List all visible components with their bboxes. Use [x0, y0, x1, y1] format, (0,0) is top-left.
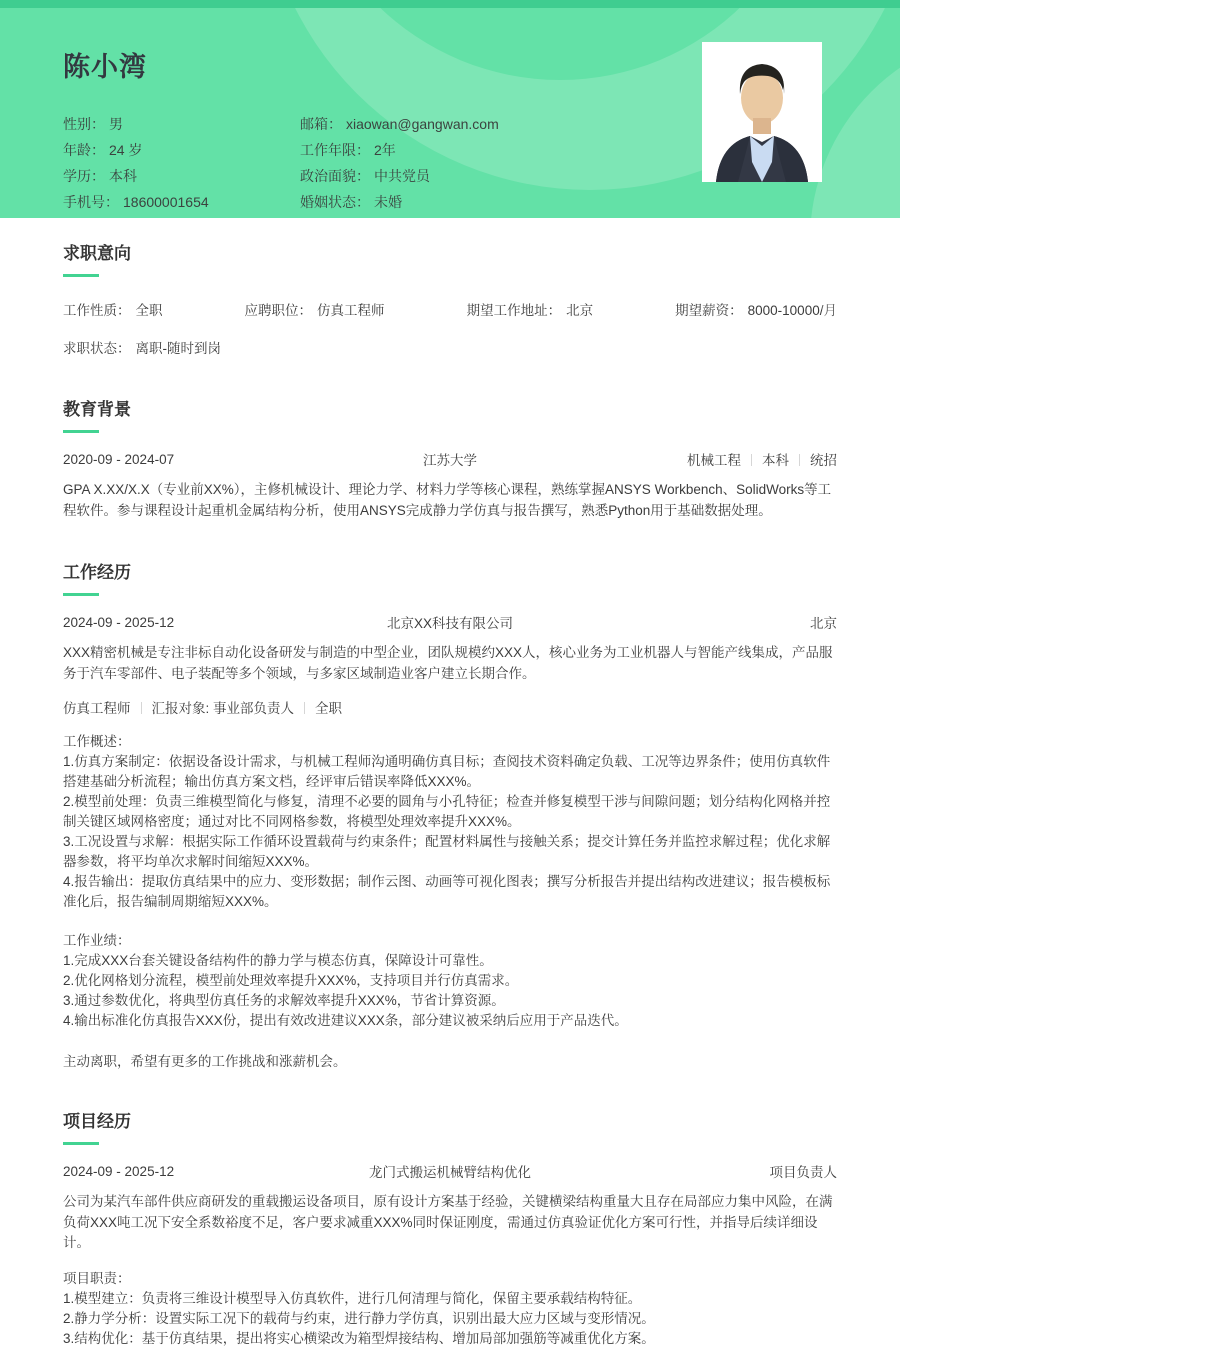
project-duty-label: 项目职责：: [63, 1270, 131, 1286]
education-description: GPA X.XX/X.X（专业前XX%），主修机械设计、理论力学、材料力学等核心课程，熟练掌握ANSYS Workbench、SolidWorks等工程软件。参与课程设计起重机金属结构分析，使用ANSYS完成静力学仿真与报告撰写，熟悉Python用于基础数据处理。: [63, 482, 832, 518]
divider: [304, 702, 305, 714]
education-major: 机械工程: [687, 453, 741, 468]
project-period: 2024-09 - 2025-12: [63, 1163, 175, 1179]
intent-fields-row: [63, 299, 837, 319]
leave-reason: 主动离职，希望有更多的工作挑战和涨薪机会。: [63, 1054, 347, 1069]
section-title-underline: [63, 1142, 99, 1145]
field-value: xiaowan@gangwan.com: [346, 116, 499, 132]
work-achievement-item: 2.优化网格划分流程，模型前处理效率提升XXX%，支持项目并行仿真需求。: [63, 973, 519, 988]
profile-field-gender: [63, 111, 300, 137]
field-label: 期望薪资：: [675, 303, 743, 318]
education-meta: [602, 449, 837, 469]
section-title: 教育背景: [63, 400, 131, 419]
work-overview-group: [63, 732, 837, 912]
field-label: 工作年限：: [300, 142, 370, 158]
section-project-experience: [63, 1111, 837, 1349]
work-summary-row: [63, 612, 837, 632]
section-title-underline: [63, 430, 99, 433]
work-achievement-label: 工作业绩：: [63, 933, 131, 948]
field-value: 本科: [109, 168, 137, 184]
resume-header: [0, 0, 900, 218]
intent-field-salary: [675, 299, 837, 319]
field-value: 2年: [374, 142, 396, 158]
work-location: 北京: [810, 616, 837, 631]
intent-field-status: [63, 341, 221, 356]
field-label: 求职状态：: [63, 341, 131, 356]
field-value: 仿真工程师: [317, 303, 385, 318]
work-overview-item: 2.模型前处理：负责三维模型简化与修复，清理不必要的圆角与小孔特征；检查并修复模型干涉与间隙问题；划分结构化网格并控制关键区域网格密度；通过对比不同网格参数，将模型处理效率提升XXX%。: [63, 794, 831, 829]
divider: [799, 454, 800, 466]
field-value: 24 岁: [109, 142, 143, 158]
section-title-underline: [63, 274, 99, 277]
profile-field-education: [63, 163, 300, 189]
field-label: 手机号：: [63, 194, 119, 210]
field-label: 婚姻状态：: [300, 194, 370, 210]
section-title-underline: [63, 593, 99, 596]
education-degree: 本科: [762, 453, 789, 468]
field-value: 全职: [135, 303, 163, 318]
education-summary-row: [63, 449, 837, 469]
company-intro: XXX精密机械是专注非标自动化设备研发与制造的中型企业，团队规模约XXX人，核心业务为工业机器人与智能产线集成，产品服务于汽车零部件、电子装配等多个领域，与多家区域制造业客户建立长期合作。: [63, 645, 833, 681]
profile-field-email: [300, 111, 620, 137]
field-label: 性别：: [63, 116, 105, 132]
resume-body: [0, 218, 900, 1349]
profile-field-work-years: [300, 137, 620, 163]
project-duty-item: 1.模型建立：负责将三维设计模型导入仿真软件，进行几何清理与简化，保留主要承载结构特征。: [63, 1290, 642, 1306]
project-name: 龙门式搬运机械臂结构优化: [369, 1165, 531, 1180]
field-label: 学历：: [63, 168, 105, 184]
work-job-type: 全职: [315, 701, 343, 716]
section-title: 求职意向: [63, 244, 131, 263]
work-role: 仿真工程师: [63, 701, 131, 716]
work-overview-item: 3.工况设置与求解：根据实际工作循环设置载荷与约束条件；配置材料属性与接触关系；提交计算任务并监控求解过程；优化求解器参数，将平均单次求解时间缩短XXX%。: [63, 834, 831, 869]
field-value: 离职-随时到岗: [135, 341, 221, 356]
intent-field-position: [245, 299, 385, 319]
intent-field-location: [467, 299, 594, 319]
work-overview-item: 4.报告输出：提取仿真结果中的应力、变形数据；制作云图、动画等可视化图表；撰写分析报告并提出结构改进建议；报告模板标准化后，报告编制周期缩短XXX%。: [63, 874, 831, 909]
candidate-name: 陈小湾: [63, 52, 147, 82]
intent-field-job-type: [63, 299, 163, 319]
section-work-experience: [63, 562, 837, 1070]
work-achievement-item: 4.输出标准化仿真报告XXX份，提出有效改进建议XXX条，部分建议被采纳后应用于产品迭代。: [63, 1013, 628, 1028]
intent-status-row: [63, 337, 837, 358]
work-role-meta: [63, 697, 837, 717]
work-company: 北京XX科技有限公司: [386, 616, 513, 631]
section-education: [63, 399, 837, 521]
work-overview-label: 工作概述：: [63, 734, 131, 749]
education-enroll-type: 统招: [810, 453, 837, 468]
work-report-to: 汇报对象: 事业部负责人: [151, 701, 295, 716]
work-achievement-item: 1.完成XXX台套关键设备结构件的静力学与模态仿真，保障设计可靠性。: [63, 953, 493, 968]
field-value: 男: [109, 116, 123, 132]
education-period: 2020-09 - 2024-07: [63, 451, 175, 467]
project-summary-row: [63, 1161, 837, 1181]
field-value: 北京: [566, 303, 594, 318]
section-job-intent: [63, 243, 837, 358]
project-duty-item: 3.结构优化：基于仿真结果，提出将实心横梁改为箱型焊接结构、增加局部加强筋等减重优化方案。: [63, 1330, 655, 1346]
field-label: 应聘职位：: [244, 303, 313, 318]
project-background: 公司为某汽车部件供应商研发的重载搬运设备项目，原有设计方案基于经验，关键横梁结构重量大且存在局部应力集中风险，在满负荷XXX吨工况下安全系数裕度不足，客户要求减重XXX%同时保证刚度，需通过仿真验证优化方案可行性，并指导后续详细设计。: [63, 1194, 833, 1250]
profile-photo: [702, 42, 822, 182]
work-achievement-group: [63, 931, 837, 1031]
field-value: 8000-10000/月: [747, 303, 837, 318]
profile-field-phone: [63, 189, 300, 215]
project-duty-item: 2.静力学分析：设置实际工况下的载荷与约束，进行静力学仿真，识别出最大应力区域与变形情况。: [63, 1310, 655, 1326]
field-label: 工作性质：: [63, 303, 131, 318]
divider: [141, 702, 142, 714]
profile-field-political-status: [300, 163, 620, 189]
field-value: 中共党员: [374, 168, 430, 184]
profile-field-marital-status: [300, 189, 620, 215]
section-title: 工作经历: [63, 563, 131, 582]
work-achievement-item: 3.通过参数优化，将典型仿真任务的求解效率提升XXX%，节省计算资源。: [63, 993, 505, 1008]
field-value: 未婚: [374, 194, 402, 210]
field-value: 18600001654: [123, 194, 209, 210]
project-role: 项目负责人: [769, 1165, 837, 1180]
divider: [751, 454, 752, 466]
field-label: 政治面貌：: [300, 168, 370, 184]
header-top-strip: [0, 0, 900, 8]
field-label: 邮箱：: [300, 116, 342, 132]
work-overview-item: 1.仿真方案制定：依据设备设计需求，与机械工程师沟通明确仿真目标；查阅技术资料确定负载、工况等边界条件；使用仿真软件搭建基础分析流程；输出仿真方案文档，经评审后错误率降低XXX%。: [63, 754, 831, 789]
field-label: 期望工作地址：: [466, 303, 562, 318]
profile-field-age: [63, 137, 300, 163]
project-duty-group: [63, 1269, 837, 1349]
field-label: 年龄：: [63, 142, 105, 158]
work-period: 2024-09 - 2025-12: [63, 614, 175, 630]
profile-photo-image: [702, 42, 822, 182]
education-school: 江苏大学: [423, 453, 477, 468]
section-title: 项目经历: [63, 1112, 131, 1131]
